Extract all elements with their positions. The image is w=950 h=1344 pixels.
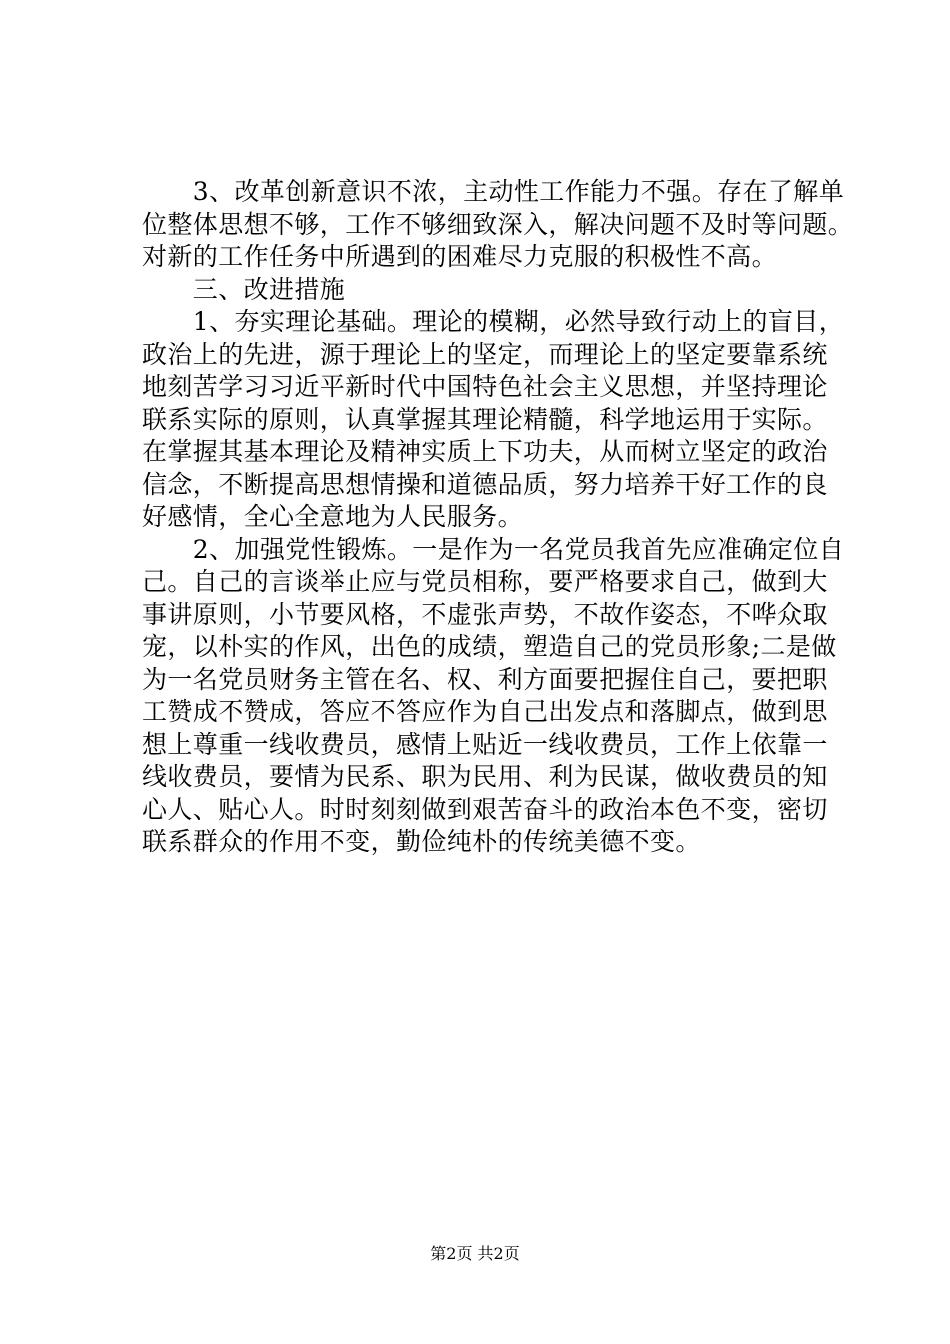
text-line: 对新的工作任务中所遇到的困难尽力克服的积极性不高。 xyxy=(142,242,778,271)
text-line: 在掌握其基本理论及精神实质上下功夫，从而树立坚定的政治 xyxy=(142,437,828,466)
text-line: 信念，不断提高思想情操和道德品质，努力培养干好工作的良 xyxy=(142,469,828,499)
text-line: 心人、贴心人。时时刻刻做到艰苦奋斗的政治本色不变，密切 xyxy=(142,794,828,824)
section-heading: 三、改进措施 xyxy=(142,274,346,304)
text-line: 位整体思想不够，工作不够细致深入，解决问题不及时等问题。 xyxy=(142,209,854,239)
text-line: 工赞成不赞成，答应不答应作为自己出发点和落脚点，做到思 xyxy=(142,697,828,726)
text-line: 1、夯实理论基础。理论的模糊，必然导致行动上的盲目， xyxy=(142,307,845,336)
text-line: 想上尊重一线收费员，感情上贴近一线收费员，工作上依靠一 xyxy=(142,729,828,759)
text-line: 联系实际的原则，认真掌握其理论精髓，科学地运用于实际。 xyxy=(142,404,828,434)
text-line: 地刻苦学习习近平新时代中国特色社会主义思想，并坚持理论 xyxy=(142,372,828,401)
document-body xyxy=(142,176,862,859)
text-line: 为一名党员财务主管在名、权、利方面要把握住自己，要把职 xyxy=(142,664,828,694)
text-line: 2、加强党性锻炼。一是作为一名党员我首先应准确定位自 xyxy=(142,534,845,564)
text-line: 政治上的先进，源于理论上的坚定，而理论上的坚定要靠系统 xyxy=(142,339,828,369)
text-line: 好感情，全心全意地为人民服务。 xyxy=(142,502,524,531)
text-line: 3、改革创新意识不浓，主动性工作能力不强。存在了解单 xyxy=(142,177,845,206)
text-line: 事讲原则，小节要风格，不虚张声势，不故作姿态，不哗众取 xyxy=(142,599,828,629)
text-line: 联系群众的作用不变，勤俭纯朴的传统美德不变。 xyxy=(142,827,701,856)
text-line: 线收费员，要情为民系、职为民用、利为民谋，做收费员的知 xyxy=(142,762,828,791)
text-line: 宠，以朴实的作风，出色的成绩，塑造自己的党员形象;二是做 xyxy=(142,632,837,661)
page-number-footer: 第2页 共2页 xyxy=(430,1244,520,1263)
text-line: 己。自己的言谈举止应与党员相称，要严格要求自己，做到大 xyxy=(142,567,828,596)
